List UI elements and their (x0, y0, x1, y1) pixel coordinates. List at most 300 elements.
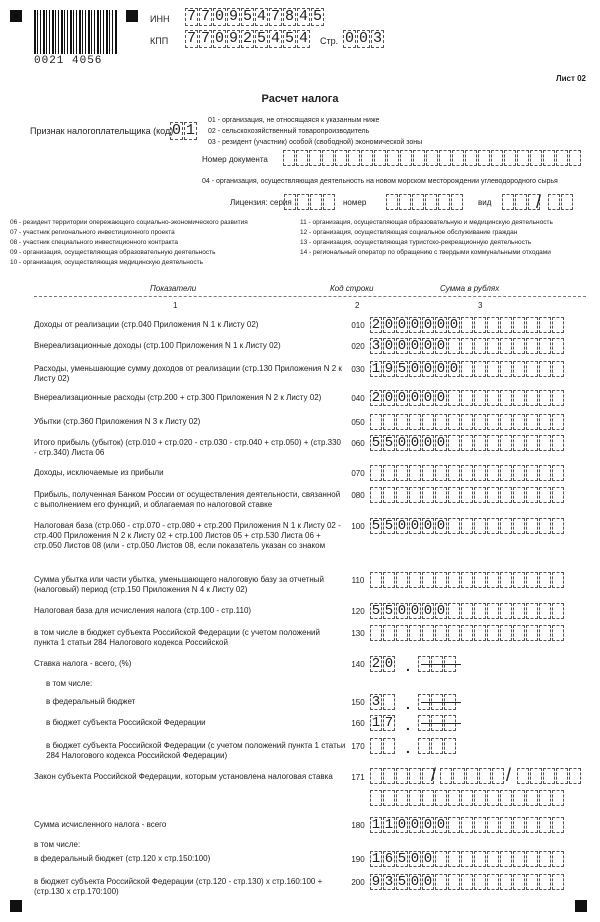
input-cell[interactable] (461, 572, 473, 588)
input-cell[interactable] (435, 414, 447, 430)
input-cell[interactable] (435, 625, 447, 641)
input-cell[interactable] (474, 874, 486, 890)
input-cell[interactable]: 7 (186, 30, 196, 47)
input-cell[interactable] (422, 790, 434, 806)
input-cell[interactable] (387, 150, 399, 166)
input-cell[interactable]: 5 (384, 435, 394, 451)
input-cell[interactable]: 1 (371, 851, 381, 867)
input-cell[interactable] (500, 414, 512, 430)
input-cell[interactable] (413, 150, 425, 166)
input-cell[interactable] (543, 768, 555, 784)
input-cell[interactable] (383, 414, 395, 430)
input-cell[interactable] (461, 817, 473, 833)
input-cell[interactable] (412, 194, 424, 210)
input-cell[interactable] (400, 150, 412, 166)
input-cell[interactable] (335, 150, 347, 166)
input-cell[interactable] (466, 768, 478, 784)
input-cell[interactable]: 3 (384, 874, 394, 890)
input-cell[interactable]: 0 (214, 8, 224, 25)
input-cell[interactable]: 0 (449, 317, 459, 333)
input-cell[interactable] (552, 338, 564, 354)
input-cell[interactable] (556, 768, 568, 784)
input-cell[interactable] (409, 768, 421, 784)
input-cell[interactable] (526, 603, 538, 619)
input-cell[interactable] (409, 572, 421, 588)
input-cell[interactable] (448, 603, 460, 619)
input-cell[interactable]: 0 (214, 30, 224, 47)
input-cell[interactable]: 9 (228, 30, 238, 47)
input-cell[interactable] (513, 390, 525, 406)
input-cell[interactable] (478, 150, 490, 166)
input-cell[interactable]: 4 (298, 30, 308, 47)
input-cell[interactable] (448, 338, 460, 354)
input-cell[interactable] (539, 603, 551, 619)
input-cell[interactable] (409, 625, 421, 641)
input-cell[interactable]: 0 (423, 435, 433, 451)
input-cell[interactable]: 2 (371, 656, 381, 672)
input-cell[interactable] (552, 435, 564, 451)
input-cell[interactable] (526, 817, 538, 833)
input-cell[interactable]: 5 (371, 603, 381, 619)
input-cell[interactable] (539, 625, 551, 641)
input-cell[interactable] (474, 390, 486, 406)
input-cell[interactable]: 3 (371, 338, 381, 354)
input-cell[interactable]: 1 (371, 361, 381, 377)
input-cell[interactable] (543, 150, 555, 166)
input-cell[interactable] (500, 603, 512, 619)
input-cell[interactable]: 3 (371, 694, 381, 710)
input-cell[interactable] (396, 768, 408, 784)
input-cell[interactable] (500, 851, 512, 867)
input-cell[interactable] (370, 465, 382, 481)
input-cell[interactable] (383, 738, 395, 754)
input-cell[interactable]: 0 (423, 817, 433, 833)
input-cell[interactable] (561, 194, 573, 210)
input-cell[interactable] (461, 317, 473, 333)
input-cell[interactable] (453, 768, 465, 784)
input-cell[interactable] (526, 317, 538, 333)
input-cell[interactable] (422, 572, 434, 588)
input-cell[interactable]: 0 (423, 317, 433, 333)
input-cell[interactable] (422, 625, 434, 641)
input-cell[interactable] (526, 414, 538, 430)
input-cell[interactable] (513, 465, 525, 481)
input-cell[interactable] (448, 817, 460, 833)
input-cell[interactable] (474, 518, 486, 534)
input-cell[interactable]: 0 (358, 30, 368, 47)
input-cell[interactable] (461, 390, 473, 406)
input-cell[interactable] (474, 603, 486, 619)
input-cell[interactable] (448, 390, 460, 406)
input-cell[interactable]: 0 (397, 435, 407, 451)
input-cell[interactable] (552, 518, 564, 534)
input-cell[interactable]: 5 (256, 30, 266, 47)
input-cell[interactable] (435, 465, 447, 481)
input-cell[interactable] (474, 414, 486, 430)
input-cell[interactable] (426, 150, 438, 166)
input-cell[interactable]: 0 (410, 874, 420, 890)
input-cell[interactable] (500, 817, 512, 833)
input-cell[interactable] (422, 414, 434, 430)
input-cell[interactable] (283, 150, 295, 166)
input-cell[interactable]: 4 (270, 30, 280, 47)
input-cell[interactable] (487, 465, 499, 481)
input-cell[interactable] (451, 194, 463, 210)
input-cell[interactable] (539, 874, 551, 890)
input-cell[interactable] (539, 414, 551, 430)
input-cell[interactable] (526, 338, 538, 354)
input-cell[interactable] (370, 790, 382, 806)
input-cell[interactable] (500, 518, 512, 534)
input-cell[interactable] (383, 465, 395, 481)
input-cell[interactable] (474, 487, 486, 503)
input-cell[interactable] (526, 465, 538, 481)
input-cell[interactable] (539, 817, 551, 833)
input-cell[interactable]: 3 (372, 30, 382, 47)
input-cell[interactable] (539, 487, 551, 503)
input-cell[interactable]: 0 (436, 817, 446, 833)
input-cell[interactable] (487, 390, 499, 406)
input-cell[interactable] (513, 435, 525, 451)
input-cell[interactable] (552, 790, 564, 806)
input-cell[interactable]: 0 (423, 518, 433, 534)
input-cell[interactable] (539, 435, 551, 451)
input-cell[interactable] (513, 518, 525, 534)
input-cell[interactable] (552, 874, 564, 890)
input-cell[interactable] (539, 572, 551, 588)
input-cell[interactable]: 5 (384, 603, 394, 619)
input-cell[interactable]: 1 (384, 817, 394, 833)
input-cell[interactable] (513, 361, 525, 377)
input-cell[interactable] (383, 572, 395, 588)
input-cell[interactable]: 5 (242, 8, 252, 25)
input-cell[interactable] (448, 465, 460, 481)
input-cell[interactable]: 0 (436, 361, 446, 377)
input-cell[interactable] (530, 150, 542, 166)
input-cell[interactable] (487, 625, 499, 641)
input-cell[interactable] (310, 194, 322, 210)
input-cell[interactable] (383, 625, 395, 641)
input-cell[interactable] (448, 625, 460, 641)
input-cell[interactable] (422, 465, 434, 481)
input-cell[interactable] (526, 518, 538, 534)
input-cell[interactable] (552, 390, 564, 406)
input-cell[interactable] (569, 768, 581, 784)
input-cell[interactable] (474, 572, 486, 588)
input-cell[interactable] (465, 150, 477, 166)
input-cell[interactable] (396, 790, 408, 806)
input-cell[interactable]: 5 (371, 435, 381, 451)
input-cell[interactable] (448, 851, 460, 867)
input-cell[interactable] (487, 518, 499, 534)
input-cell[interactable]: 0 (436, 603, 446, 619)
input-cell[interactable] (474, 361, 486, 377)
input-cell[interactable] (487, 338, 499, 354)
input-cell[interactable]: 7 (384, 715, 394, 731)
input-cell[interactable]: 0 (410, 435, 420, 451)
input-cell[interactable] (513, 817, 525, 833)
input-cell[interactable] (526, 625, 538, 641)
input-cell[interactable] (435, 851, 447, 867)
input-cell[interactable]: 0 (397, 317, 407, 333)
input-cell[interactable] (370, 572, 382, 588)
input-cell[interactable] (500, 435, 512, 451)
input-cell[interactable]: 0 (384, 317, 394, 333)
input-cell[interactable] (526, 790, 538, 806)
input-cell[interactable]: 0 (449, 361, 459, 377)
input-cell[interactable] (500, 487, 512, 503)
input-cell[interactable] (370, 625, 382, 641)
input-cell[interactable] (569, 150, 581, 166)
input-cell[interactable]: 0 (410, 817, 420, 833)
input-cell[interactable] (461, 465, 473, 481)
input-cell[interactable] (474, 790, 486, 806)
input-cell[interactable] (487, 414, 499, 430)
input-cell[interactable] (500, 338, 512, 354)
input-cell[interactable] (474, 851, 486, 867)
input-cell[interactable]: 0 (423, 390, 433, 406)
input-cell[interactable] (530, 768, 542, 784)
input-cell[interactable]: 0 (423, 361, 433, 377)
input-cell[interactable] (539, 518, 551, 534)
input-cell[interactable]: 2 (371, 390, 381, 406)
input-cell[interactable] (448, 414, 460, 430)
input-cell[interactable] (297, 194, 309, 210)
input-cell[interactable] (517, 150, 529, 166)
input-cell[interactable] (491, 150, 503, 166)
input-cell[interactable] (474, 817, 486, 833)
input-cell[interactable] (513, 338, 525, 354)
input-cell[interactable] (539, 390, 551, 406)
input-cell[interactable] (500, 572, 512, 588)
input-cell[interactable] (418, 738, 430, 754)
input-cell[interactable]: 0 (436, 390, 446, 406)
input-cell[interactable]: 0 (410, 851, 420, 867)
input-cell[interactable] (487, 317, 499, 333)
input-cell[interactable]: 0 (171, 122, 181, 139)
input-cell[interactable]: 0 (384, 338, 394, 354)
input-cell[interactable] (431, 738, 443, 754)
input-cell[interactable]: 0 (397, 338, 407, 354)
input-cell[interactable] (487, 603, 499, 619)
input-cell[interactable] (461, 487, 473, 503)
input-cell[interactable]: 8 (284, 8, 294, 25)
input-cell[interactable] (513, 874, 525, 890)
input-cell[interactable] (513, 414, 525, 430)
input-cell[interactable] (487, 817, 499, 833)
input-cell[interactable] (513, 851, 525, 867)
input-cell[interactable] (552, 487, 564, 503)
input-cell[interactable] (487, 851, 499, 867)
input-cell[interactable] (461, 414, 473, 430)
input-cell[interactable] (361, 150, 373, 166)
input-cell[interactable] (487, 572, 499, 588)
input-cell[interactable] (461, 790, 473, 806)
input-cell[interactable] (487, 435, 499, 451)
input-cell[interactable] (461, 518, 473, 534)
input-cell[interactable]: 0 (410, 361, 420, 377)
input-cell[interactable]: 0 (410, 338, 420, 354)
input-cell[interactable] (409, 487, 421, 503)
input-cell[interactable] (444, 738, 456, 754)
input-cell[interactable]: 5 (284, 30, 294, 47)
input-cell[interactable]: 0 (423, 874, 433, 890)
input-cell[interactable] (515, 194, 527, 210)
input-cell[interactable]: 0 (436, 338, 446, 354)
input-cell[interactable] (539, 317, 551, 333)
input-cell[interactable]: 4 (256, 8, 266, 25)
input-cell[interactable] (500, 390, 512, 406)
input-cell[interactable] (548, 194, 560, 210)
input-cell[interactable] (383, 694, 395, 710)
input-cell[interactable] (439, 150, 451, 166)
input-cell[interactable] (504, 150, 516, 166)
input-cell[interactable] (461, 625, 473, 641)
input-cell[interactable] (461, 435, 473, 451)
input-cell[interactable]: 7 (270, 8, 280, 25)
input-cell[interactable] (370, 768, 382, 784)
input-cell[interactable] (383, 790, 395, 806)
input-cell[interactable] (539, 338, 551, 354)
input-cell[interactable] (552, 625, 564, 641)
input-cell[interactable] (396, 487, 408, 503)
input-cell[interactable]: 7 (200, 30, 210, 47)
input-cell[interactable] (440, 768, 452, 784)
input-cell[interactable] (448, 790, 460, 806)
input-cell[interactable] (513, 487, 525, 503)
input-cell[interactable]: 0 (423, 338, 433, 354)
input-cell[interactable] (370, 414, 382, 430)
input-cell[interactable] (513, 790, 525, 806)
input-cell[interactable] (526, 390, 538, 406)
input-cell[interactable] (409, 465, 421, 481)
input-cell[interactable] (461, 851, 473, 867)
input-cell[interactable]: 4 (298, 8, 308, 25)
input-cell[interactable] (461, 361, 473, 377)
input-cell[interactable]: 0 (397, 390, 407, 406)
input-cell[interactable] (448, 572, 460, 588)
input-cell[interactable] (500, 790, 512, 806)
input-cell[interactable] (348, 150, 360, 166)
input-cell[interactable] (539, 361, 551, 377)
input-cell[interactable] (556, 150, 568, 166)
input-cell[interactable] (526, 572, 538, 588)
input-cell[interactable] (474, 465, 486, 481)
input-cell[interactable] (409, 414, 421, 430)
input-cell[interactable] (500, 317, 512, 333)
input-cell[interactable]: 0 (384, 656, 394, 672)
input-cell[interactable]: 0 (410, 603, 420, 619)
input-cell[interactable]: 0 (436, 435, 446, 451)
input-cell[interactable] (513, 572, 525, 588)
input-cell[interactable]: 0 (397, 518, 407, 534)
input-cell[interactable] (309, 150, 321, 166)
input-cell[interactable]: 7 (200, 8, 210, 25)
input-cell[interactable] (487, 790, 499, 806)
input-cell[interactable] (487, 874, 499, 890)
input-cell[interactable]: 0 (384, 390, 394, 406)
input-cell[interactable] (370, 738, 382, 754)
input-cell[interactable]: 2 (371, 317, 381, 333)
input-cell[interactable] (552, 603, 564, 619)
input-cell[interactable] (438, 194, 450, 210)
input-cell[interactable]: 0 (344, 30, 354, 47)
input-cell[interactable]: 0 (397, 603, 407, 619)
input-cell[interactable] (526, 361, 538, 377)
input-cell[interactable] (526, 851, 538, 867)
input-cell[interactable]: 6 (384, 851, 394, 867)
input-cell[interactable] (500, 874, 512, 890)
input-cell[interactable] (500, 625, 512, 641)
input-cell[interactable] (552, 572, 564, 588)
input-cell[interactable]: 1 (371, 817, 381, 833)
input-cell[interactable] (552, 851, 564, 867)
input-cell[interactable]: 0 (423, 603, 433, 619)
input-cell[interactable]: 5 (397, 851, 407, 867)
input-cell[interactable] (474, 338, 486, 354)
input-cell[interactable]: 0 (436, 317, 446, 333)
input-cell[interactable] (422, 487, 434, 503)
input-cell[interactable]: 5 (312, 8, 322, 25)
input-cell[interactable] (552, 361, 564, 377)
input-cell[interactable] (487, 361, 499, 377)
input-cell[interactable] (517, 768, 529, 784)
input-cell[interactable] (552, 317, 564, 333)
input-cell[interactable] (513, 317, 525, 333)
input-cell[interactable] (435, 487, 447, 503)
input-cell[interactable] (461, 874, 473, 890)
input-cell[interactable]: 5 (371, 518, 381, 534)
input-cell[interactable] (500, 465, 512, 481)
input-cell[interactable] (435, 874, 447, 890)
input-cell[interactable]: 5 (397, 874, 407, 890)
input-cell[interactable] (435, 790, 447, 806)
input-cell[interactable] (425, 194, 437, 210)
input-cell[interactable] (461, 338, 473, 354)
input-cell[interactable] (539, 790, 551, 806)
input-cell[interactable] (396, 414, 408, 430)
input-cell[interactable] (552, 465, 564, 481)
input-cell[interactable] (448, 518, 460, 534)
input-cell[interactable] (409, 790, 421, 806)
input-cell[interactable] (552, 414, 564, 430)
input-cell[interactable] (474, 435, 486, 451)
input-cell[interactable]: 1 (185, 122, 195, 139)
input-cell[interactable] (452, 150, 464, 166)
input-cell[interactable] (539, 851, 551, 867)
input-cell[interactable] (500, 361, 512, 377)
input-cell[interactable]: 5 (397, 361, 407, 377)
input-cell[interactable] (474, 625, 486, 641)
input-cell[interactable] (370, 487, 382, 503)
input-cell[interactable] (284, 194, 296, 210)
input-cell[interactable] (296, 150, 308, 166)
input-cell[interactable]: 0 (436, 518, 446, 534)
input-cell[interactable] (487, 487, 499, 503)
input-cell[interactable] (474, 317, 486, 333)
input-cell[interactable] (552, 817, 564, 833)
input-cell[interactable]: 0 (410, 518, 420, 534)
input-cell[interactable] (539, 465, 551, 481)
input-cell[interactable] (323, 194, 335, 210)
input-cell[interactable] (396, 465, 408, 481)
input-cell[interactable] (492, 768, 504, 784)
input-cell[interactable] (399, 194, 411, 210)
input-cell[interactable]: 0 (423, 851, 433, 867)
input-cell[interactable] (396, 625, 408, 641)
input-cell[interactable] (461, 603, 473, 619)
input-cell[interactable]: 9 (228, 8, 238, 25)
